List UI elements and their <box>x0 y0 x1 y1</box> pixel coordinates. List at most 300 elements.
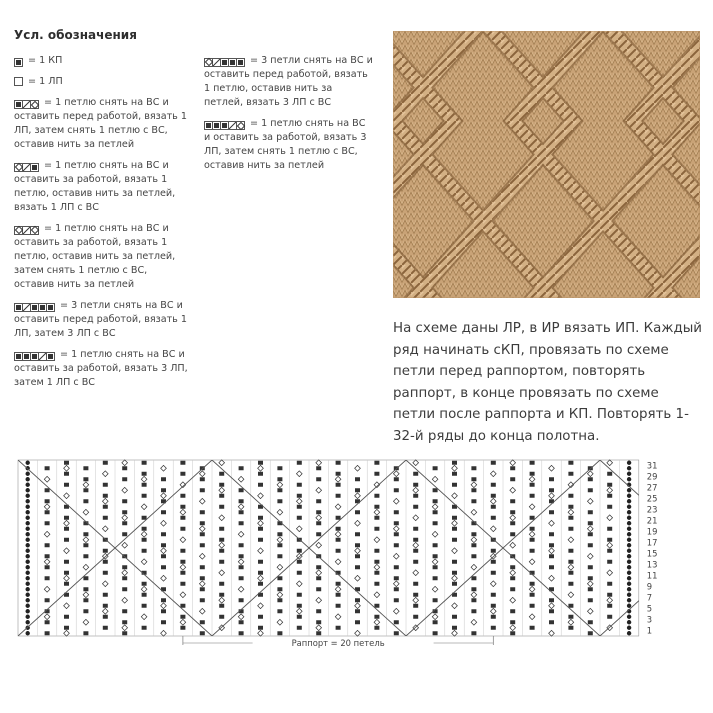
knit-square <box>142 516 147 520</box>
chart-grid <box>14 452 704 672</box>
knit-square <box>394 510 399 514</box>
knit-square <box>277 598 282 602</box>
legend-text: = 1 петлю снять на ВС и оставить за работой, вязать 1 петлю, оставив нить за петлей, вязать 1 ЛП с ВС <box>14 160 176 213</box>
knit-square <box>83 587 88 591</box>
knit-square <box>491 483 496 487</box>
knit-square <box>549 620 554 624</box>
knit-square <box>122 587 127 591</box>
knit-square <box>530 549 535 553</box>
knit-square <box>355 510 360 514</box>
knit-square <box>142 483 147 487</box>
row-label: 1 <box>646 625 653 636</box>
legend-item <box>14 96 190 152</box>
knit-square <box>374 549 379 553</box>
legend-item <box>14 348 190 390</box>
knit-square <box>607 615 612 619</box>
knit-square <box>510 565 515 569</box>
knit-square <box>103 571 108 575</box>
knit-square <box>297 560 302 564</box>
knit-square <box>433 499 438 503</box>
knit-square <box>64 582 69 586</box>
knit-square <box>510 499 515 503</box>
knit-square <box>588 477 593 481</box>
knit-square <box>394 543 399 547</box>
knit-square <box>433 466 438 470</box>
knit-square <box>103 604 108 608</box>
purl-dot <box>26 582 30 586</box>
legend-item <box>204 54 374 110</box>
knit-square <box>219 494 224 498</box>
legend-text: = 3 петли снять на ВС и оставить перед работой, вязать 1 ЛП, затем 3 ЛП с ВС <box>14 300 187 339</box>
knit-square <box>64 461 69 465</box>
legend-symbol <box>14 163 39 172</box>
knit-square <box>568 582 573 586</box>
knit-square <box>83 488 88 492</box>
knit-square <box>258 461 263 465</box>
purl-dot <box>627 532 631 536</box>
knit-square <box>258 560 263 564</box>
knit-square <box>297 549 302 553</box>
knit-square <box>471 587 476 591</box>
purl-dot <box>627 549 631 553</box>
knit-texture <box>393 31 700 298</box>
knit-square <box>355 488 360 492</box>
knit-square <box>122 477 127 481</box>
knit-square <box>549 554 554 558</box>
knit-square <box>239 620 244 624</box>
row-label: 11 <box>646 570 658 581</box>
knit-square <box>277 488 282 492</box>
knit-square <box>142 549 147 553</box>
knit-square <box>316 576 321 580</box>
knit-square <box>180 472 185 476</box>
knit-square <box>374 516 379 520</box>
knit-square <box>530 472 535 476</box>
knit-square <box>568 560 573 564</box>
legend-item <box>14 222 190 292</box>
knit-square <box>103 483 108 487</box>
knit-square <box>83 576 88 580</box>
knit-square <box>607 560 612 564</box>
purl-dot <box>627 466 631 470</box>
knit-square <box>471 466 476 470</box>
purl-dot <box>26 609 30 613</box>
legend-item <box>14 159 190 215</box>
knit-square <box>452 560 457 564</box>
purl-dot <box>26 516 30 520</box>
knit-square <box>161 543 166 547</box>
knit-square <box>530 593 535 597</box>
knit-square <box>491 626 496 630</box>
purl-dot <box>627 516 631 520</box>
knit-square <box>588 620 593 624</box>
knit-square <box>258 571 263 575</box>
knit-square <box>45 631 50 635</box>
knit-square <box>607 472 612 476</box>
knit-square <box>142 472 147 476</box>
knit-square <box>258 615 263 619</box>
knit-square <box>413 593 418 597</box>
knit-square <box>452 571 457 575</box>
knit-square <box>45 554 50 558</box>
knit-square <box>219 604 224 608</box>
knit-square <box>64 538 69 542</box>
knit-square <box>336 626 341 630</box>
knit-square <box>471 477 476 481</box>
knit-square <box>239 598 244 602</box>
row-label: 21 <box>646 515 658 526</box>
knit-square <box>103 516 108 520</box>
knit-square <box>297 626 302 630</box>
legend-symbol <box>14 226 39 235</box>
purl-dot <box>627 543 631 547</box>
purl-dot <box>26 620 30 624</box>
knit-square <box>316 631 321 635</box>
knit-square <box>413 494 418 498</box>
knit-square <box>394 565 399 569</box>
knit-square <box>510 521 515 525</box>
knit-square <box>471 554 476 558</box>
knit-square <box>607 549 612 553</box>
knit-square <box>45 620 50 624</box>
knit-square <box>161 598 166 602</box>
knit-square <box>471 532 476 536</box>
knit-square <box>122 576 127 580</box>
knit-square <box>607 494 612 498</box>
knit-square <box>413 615 418 619</box>
knit-square <box>491 516 496 520</box>
knit-square <box>142 604 147 608</box>
purl-dot <box>627 626 631 630</box>
purl-dot <box>627 461 631 465</box>
legend-item <box>14 299 190 341</box>
knit-square <box>297 461 302 465</box>
knit-square <box>336 549 341 553</box>
knit-square <box>142 582 147 586</box>
knit-square <box>103 560 108 564</box>
knit-square <box>355 477 360 481</box>
knit-square <box>549 598 554 602</box>
knit-square <box>297 593 302 597</box>
knit-square <box>258 516 263 520</box>
legend-item <box>14 75 190 89</box>
purl-dot <box>26 483 30 487</box>
knit-square <box>239 466 244 470</box>
purl-dot <box>627 631 631 635</box>
knit-square <box>103 549 108 553</box>
knit-square <box>530 516 535 520</box>
knitted-sample-photo <box>393 31 700 298</box>
knit-square <box>413 582 418 586</box>
legend-item <box>204 117 374 173</box>
knit-square <box>413 560 418 564</box>
knit-square <box>355 609 360 613</box>
purl-dot <box>627 576 631 580</box>
legend-text: = 3 петли снять на ВС и оставить перед работой, вязать 1 петлю, оставив нить за петлей, вязать 3 ЛП с ВС <box>204 55 373 108</box>
knit-square <box>530 582 535 586</box>
knit-square <box>161 510 166 514</box>
knit-square <box>336 516 341 520</box>
knit-square <box>219 593 224 597</box>
knit-square <box>355 565 360 569</box>
purl-dot <box>627 554 631 558</box>
knit-square <box>336 538 341 542</box>
knit-square <box>64 615 69 619</box>
knit-square <box>297 571 302 575</box>
knit-square <box>568 626 573 630</box>
knit-square <box>142 527 147 531</box>
row-label: 25 <box>646 493 658 504</box>
knit-square <box>452 472 457 476</box>
knit-square <box>316 565 321 569</box>
knit-square <box>510 620 515 624</box>
knit-square <box>122 499 127 503</box>
knit-square <box>471 631 476 635</box>
knit-square <box>452 483 457 487</box>
knit-square <box>297 494 302 498</box>
purl-dot <box>26 532 30 536</box>
knit-square <box>239 631 244 635</box>
legend-text: = 1 петлю снять на ВС и оставить за работой, вязать 3 ЛП, затем снять 1 петлю с ВС, оставив нить за петлей <box>204 118 367 171</box>
knit-square <box>258 626 263 630</box>
knit-square <box>180 461 185 465</box>
knit-square <box>433 631 438 635</box>
legend-symbol <box>14 352 55 361</box>
knit-square <box>180 516 185 520</box>
row-label: 5 <box>646 603 653 614</box>
knit-square <box>64 472 69 476</box>
knit-square <box>607 483 612 487</box>
knit-square <box>374 571 379 575</box>
knit-square <box>433 598 438 602</box>
knit-square <box>142 626 147 630</box>
knit-square <box>64 571 69 575</box>
knit-square <box>510 609 515 613</box>
knit-square <box>200 587 205 591</box>
knit-square <box>219 582 224 586</box>
knit-square <box>45 466 50 470</box>
knit-square <box>433 521 438 525</box>
knit-square <box>219 472 224 476</box>
knit-square <box>568 516 573 520</box>
knit-square <box>277 477 282 481</box>
knit-square <box>64 483 69 487</box>
knit-square <box>239 499 244 503</box>
legend-right <box>204 54 374 180</box>
knit-square <box>161 488 166 492</box>
purl-dot <box>26 543 30 547</box>
purl-dot <box>26 527 30 531</box>
knit-square <box>394 488 399 492</box>
knit-square <box>122 609 127 613</box>
legend-text: = 1 петлю снять на ВС и оставить за работой, вязать 3 ЛП, затем 1 ЛП с ВС <box>14 349 188 388</box>
knit-square <box>588 587 593 591</box>
knit-square <box>588 598 593 602</box>
knit-square <box>316 510 321 514</box>
purl-dot <box>26 587 30 591</box>
knit-square <box>394 587 399 591</box>
knit-square <box>45 521 50 525</box>
knit-square <box>452 516 457 520</box>
knit-square <box>103 461 108 465</box>
knit-square <box>297 505 302 509</box>
knit-square <box>530 494 535 498</box>
knit-square <box>180 549 185 553</box>
knit-square <box>316 609 321 613</box>
knit-square <box>180 615 185 619</box>
purl-dot <box>26 488 30 492</box>
purl-dot <box>627 505 631 509</box>
knit-square <box>588 488 593 492</box>
knit-square <box>374 615 379 619</box>
knit-square <box>83 598 88 602</box>
knit-square <box>413 483 418 487</box>
repeat-label: Раппорт = 20 петель <box>291 638 385 648</box>
knit-square <box>161 620 166 624</box>
cable-line <box>697 460 704 636</box>
knit-square <box>219 549 224 553</box>
knit-square <box>161 565 166 569</box>
knit-square <box>607 505 612 509</box>
knit-square <box>45 499 50 503</box>
knit-square <box>122 565 127 569</box>
knit-square <box>452 582 457 586</box>
knit-square <box>355 543 360 547</box>
knit-square <box>510 631 515 635</box>
knit-square <box>200 543 205 547</box>
knit-square <box>180 571 185 575</box>
knit-square <box>161 554 166 558</box>
knit-square <box>277 576 282 580</box>
purl-dot <box>627 604 631 608</box>
knit-square <box>258 472 263 476</box>
knit-square <box>122 620 127 624</box>
knit-square <box>549 532 554 536</box>
knit-square <box>103 593 108 597</box>
legend-text: = 1 ЛП <box>25 76 63 87</box>
knit-square <box>588 576 593 580</box>
row-label: 15 <box>646 548 658 559</box>
knit-square <box>374 604 379 608</box>
knit-square <box>568 571 573 575</box>
knit-square <box>588 543 593 547</box>
knit-square <box>394 532 399 536</box>
legend-left <box>14 54 190 397</box>
knit-square <box>161 532 166 536</box>
knit-square <box>568 494 573 498</box>
knit-square <box>122 510 127 514</box>
knit-square <box>180 626 185 630</box>
purl-dot <box>26 499 30 503</box>
knit-square <box>374 494 379 498</box>
knit-square <box>530 527 535 531</box>
knit-square <box>355 620 360 624</box>
knit-square <box>219 615 224 619</box>
knit-square <box>277 543 282 547</box>
knit-square <box>433 576 438 580</box>
knit-square <box>142 461 147 465</box>
knit-square <box>433 488 438 492</box>
purl-dot <box>26 554 30 558</box>
row-label: 23 <box>646 504 658 515</box>
knit-square <box>200 565 205 569</box>
knit-square <box>549 477 554 481</box>
purl-dot <box>627 472 631 476</box>
row-label: 9 <box>646 581 653 592</box>
purl-dot <box>627 499 631 503</box>
knit-square <box>277 554 282 558</box>
knit-square <box>122 521 127 525</box>
row-label: 7 <box>646 592 653 603</box>
purl-dot <box>26 494 30 498</box>
knit-square <box>258 582 263 586</box>
knit-square <box>549 510 554 514</box>
knit-square <box>64 516 69 520</box>
knit-square <box>413 538 418 542</box>
knit-square <box>142 538 147 542</box>
knit-square <box>239 565 244 569</box>
purl-dot <box>26 472 30 476</box>
purl-dot <box>26 477 30 481</box>
knit-square <box>471 598 476 602</box>
knit-square <box>607 582 612 586</box>
purl-dot <box>26 521 30 525</box>
knit-square <box>45 488 50 492</box>
knit-square <box>219 560 224 564</box>
knit-square <box>549 609 554 613</box>
purl-dot <box>627 510 631 514</box>
knit-square <box>491 549 496 553</box>
knit-square <box>239 554 244 558</box>
knit-square <box>180 560 185 564</box>
knit-square <box>568 527 573 531</box>
legend-symbol <box>14 100 39 109</box>
knit-square <box>568 615 573 619</box>
purl-dot <box>26 593 30 597</box>
row-label: 19 <box>646 526 658 537</box>
knit-square <box>258 483 263 487</box>
knit-square <box>588 521 593 525</box>
knit-square <box>142 494 147 498</box>
knit-square <box>433 543 438 547</box>
purl-dot <box>26 576 30 580</box>
knit-square <box>277 609 282 613</box>
knit-square <box>316 466 321 470</box>
cable-line <box>14 460 18 636</box>
knit-square <box>297 615 302 619</box>
knit-square <box>239 488 244 492</box>
knit-square <box>568 604 573 608</box>
knit-square <box>491 571 496 575</box>
purl-dot <box>26 538 30 542</box>
knit-square <box>336 472 341 476</box>
knit-square <box>374 560 379 564</box>
purl-dot <box>627 620 631 624</box>
knit-square <box>142 593 147 597</box>
row-label: 17 <box>646 537 658 548</box>
knit-square <box>200 631 205 635</box>
purl-dot <box>627 488 631 492</box>
knit-square <box>433 510 438 514</box>
knit-square <box>530 483 535 487</box>
knit-square <box>413 472 418 476</box>
knit-square <box>45 510 50 514</box>
knit-square <box>607 593 612 597</box>
knit-square <box>180 527 185 531</box>
legend-symbol <box>204 121 245 130</box>
knit-square <box>45 543 50 547</box>
legend-text: = 1 петлю снять на ВС и оставить за работой, вязать 1 петлю, оставив нить за петлей, затем снять 1 петлю с ВС, оставив нить за петлей <box>14 223 176 290</box>
